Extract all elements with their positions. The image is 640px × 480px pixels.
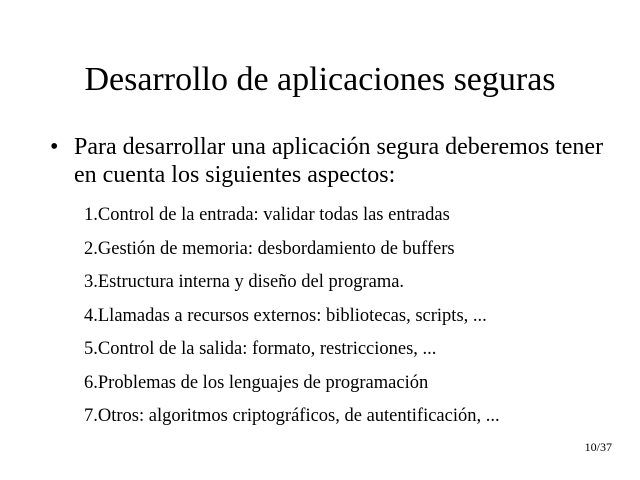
list-item: 7.Otros: algoritmos criptográficos, de autentificación, ...	[84, 406, 500, 426]
list-item: 1.Control de la entrada: validar todas las entradas	[84, 205, 450, 225]
list-item: 6.Problemas de los lenguajes de programación	[84, 372, 429, 393]
list-item: 2.Gestión de memoria: desbordamiento de buffers	[84, 238, 455, 259]
list-item: 3.Estructura interna y diseño del programa.	[84, 272, 405, 292]
main-bullet	[50, 133, 610, 189]
bullet-text: Para desarrollar una aplicación segura deberemos tener en cuenta los siguientes aspectos:	[74, 134, 604, 188]
bullet-dot-icon: •	[50, 134, 59, 160]
slide-title: Desarrollo de aplicaciones seguras	[84, 61, 556, 98]
list-item: 5.Control de la salida: formato, restricciones, ...	[84, 339, 437, 359]
aspects-list	[84, 204, 624, 439]
list-item: 4.Llamadas a recursos externos: bibliotecas, scripts, ...	[84, 305, 487, 326]
page-number: 10/37	[584, 440, 612, 454]
